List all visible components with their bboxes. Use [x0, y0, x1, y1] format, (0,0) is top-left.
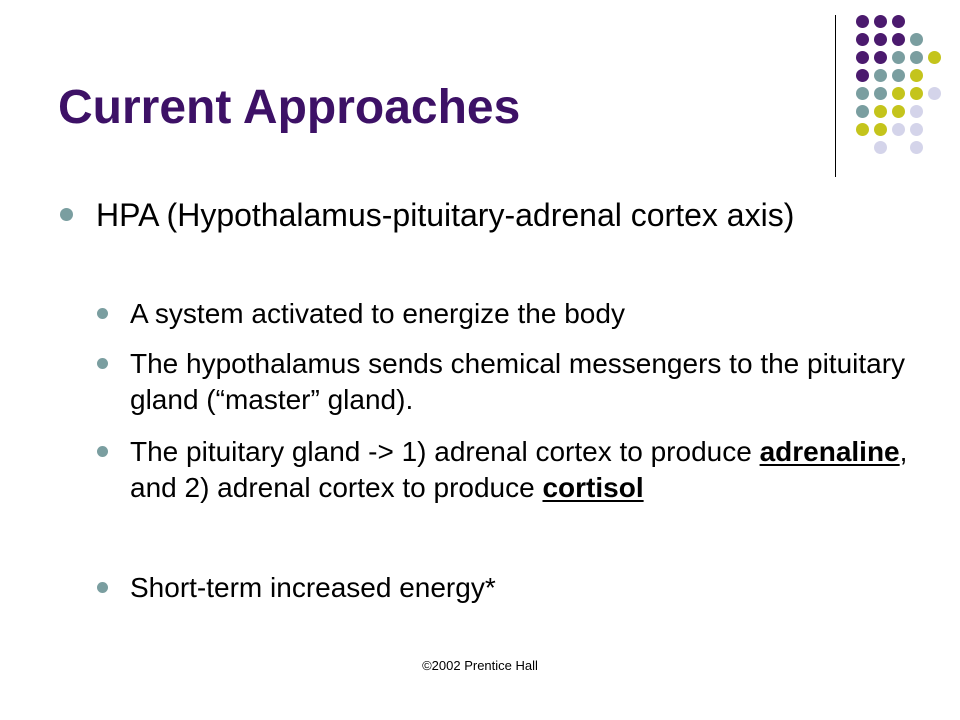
footer-copyright: ©2002 Prentice Hall: [422, 658, 538, 673]
bullet-level2: [130, 296, 910, 332]
decorative-dot: [856, 105, 869, 118]
bullet-marker: [97, 358, 108, 369]
decorative-dot: [874, 105, 887, 118]
decorative-dot: [874, 33, 887, 46]
bullet-level1: [96, 195, 896, 235]
bullet-text: The hypothalamus sends chemical messengers to the pituitary gland (“master” gland).: [130, 348, 906, 415]
decorative-dot: [874, 69, 887, 82]
bullet-level2: [130, 434, 910, 506]
decorative-dot: [856, 123, 869, 136]
decorative-dot: [910, 87, 923, 100]
decorative-dot: [928, 51, 941, 64]
decorative-dot: [910, 69, 923, 82]
bullet-marker: [97, 446, 108, 457]
decorative-dot: [910, 51, 923, 64]
bullet-marker: [97, 308, 108, 319]
decorative-dot: [874, 15, 887, 28]
bullet-text-part: , and 2) adrenal cortex to produce: [130, 436, 908, 503]
decorative-dot: [892, 105, 905, 118]
decorative-dot: [892, 123, 905, 136]
decorative-dot: [892, 15, 905, 28]
decorative-dot: [874, 87, 887, 100]
decorative-divider-line: [835, 15, 836, 177]
decorative-dot: [856, 33, 869, 46]
decorative-dot: [928, 87, 941, 100]
bullet-marker: [60, 208, 73, 221]
bullet-level2: [130, 570, 910, 606]
decorative-dot: [910, 33, 923, 46]
term-cortisol: cortisol: [542, 472, 644, 503]
decorative-dot: [874, 123, 887, 136]
bullet-level2: [130, 346, 910, 418]
decorative-dot: [910, 141, 923, 154]
bullet-text: A system activated to energize the body: [130, 298, 625, 329]
decorative-dot: [856, 51, 869, 64]
bullet-text-part: The pituitary gland -> 1) adrenal cortex to produce: [130, 436, 760, 467]
bullet-text: HPA (Hypothalamus-pituitary-adrenal cortex axis): [96, 197, 795, 233]
term-adrenaline: adrenaline: [759, 436, 900, 467]
decorative-dot: [874, 51, 887, 64]
decorative-dot: [856, 69, 869, 82]
decorative-dot: [856, 15, 869, 28]
decorative-dot: [910, 105, 923, 118]
decorative-dot: [892, 51, 905, 64]
bullet-marker: [97, 582, 108, 593]
decorative-dot: [892, 33, 905, 46]
decorative-dot: [874, 141, 887, 154]
decorative-dot: [892, 87, 905, 100]
slide-title: Current Approaches: [58, 81, 521, 134]
decorative-dot: [910, 123, 923, 136]
decorative-dot: [856, 87, 869, 100]
bullet-text: Short-term increased energy*: [130, 572, 496, 603]
decorative-dot: [892, 69, 905, 82]
